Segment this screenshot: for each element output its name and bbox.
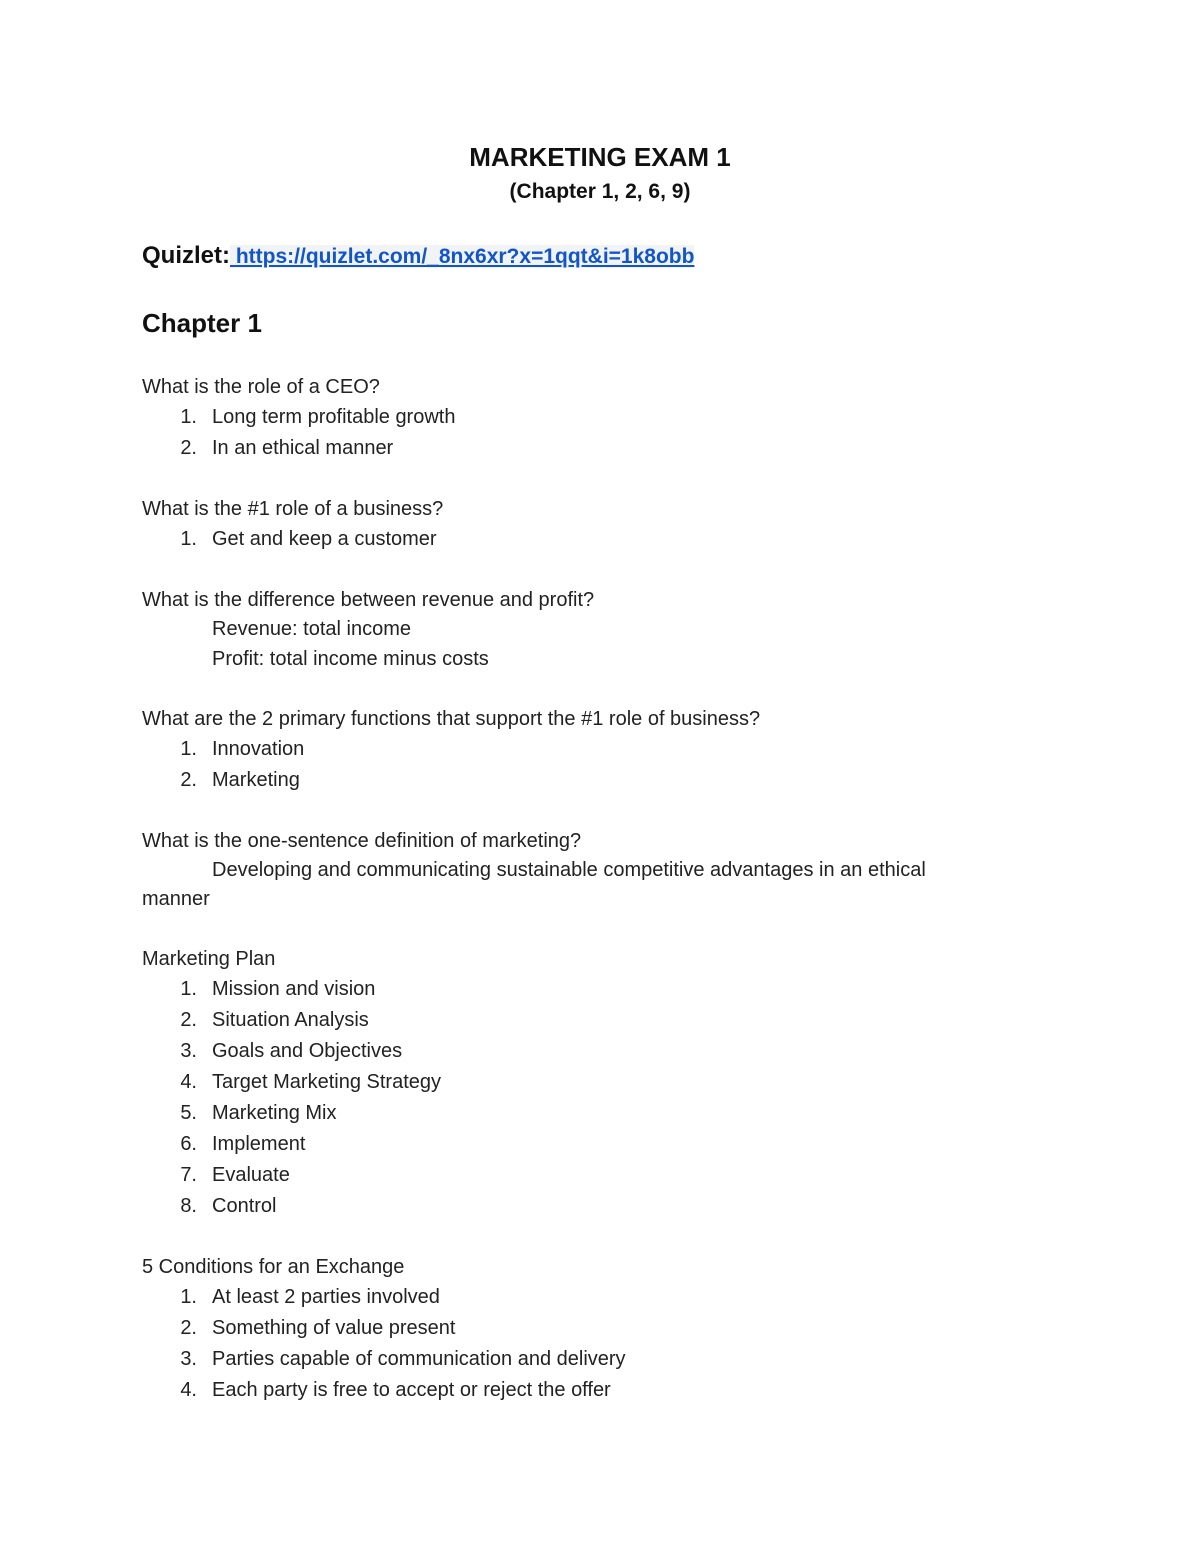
list-text: Long term profitable growth (212, 406, 456, 428)
list-number: 3. (180, 1348, 197, 1370)
exchange-conditions-heading: 5 Conditions for an Exchange (142, 1256, 405, 1278)
list-item (142, 402, 1042, 433)
list-number: 1. (180, 1286, 197, 1308)
list-text: Implement (212, 1133, 306, 1155)
list-number: 4. (180, 1379, 197, 1401)
question-primary-functions: What are the 2 primary functions that support the #1 role of business? (142, 708, 761, 730)
list-item (142, 1313, 1042, 1344)
list-text: Something of value present (212, 1317, 456, 1339)
list-number: 2. (180, 1009, 197, 1031)
question-ceo-role: What is the role of a CEO? (142, 376, 380, 398)
answer-line: Revenue: total income (212, 618, 412, 640)
list-item (142, 1375, 1042, 1406)
answer-line: Profit: total income minus costs (212, 647, 489, 670)
list-item (142, 1098, 1042, 1129)
list-number: 4. (180, 1071, 197, 1093)
list-number: 7. (180, 1164, 197, 1186)
question-marketing-definition: What is the one-sentence definition of marketing? (142, 830, 582, 852)
quizlet-link[interactable]: https://quizlet.com/_8nx6xr?x=1qqt&i=1k8obb (230, 245, 695, 268)
list-text: Marketing (212, 769, 300, 791)
list-item (142, 1344, 1042, 1375)
list-item (142, 974, 1042, 1005)
list-item (142, 1036, 1042, 1067)
question-revenue-profit: What is the difference between revenue and profit? (142, 589, 595, 611)
list-text: Each party is free to accept or reject the offer (212, 1379, 611, 1401)
list-text: Parties capable of communication and delivery (212, 1348, 626, 1370)
list-text: Goals and Objectives (212, 1040, 403, 1062)
list-text: Situation Analysis (212, 1009, 369, 1031)
list-number: 8. (180, 1195, 197, 1217)
list-text: Mission and vision (212, 978, 376, 1000)
list-item (142, 433, 1042, 464)
list-text: Evaluate (212, 1164, 290, 1186)
list-item (142, 1191, 1042, 1222)
chapter-content (142, 372, 1042, 1406)
list-text: Control (212, 1195, 277, 1217)
list-text: Marketing Mix (212, 1102, 337, 1124)
list-item (142, 1129, 1042, 1160)
chapter-heading: Chapter 1 (142, 308, 262, 338)
list-item (142, 524, 1042, 555)
list-item (142, 1005, 1042, 1036)
list-text: In an ethical manner (212, 437, 394, 459)
list-number: 1. (180, 978, 197, 1000)
list-number: 2. (180, 437, 197, 459)
list-number: 1. (180, 406, 197, 428)
document-title: MARKETING EXAM 1 (469, 142, 731, 172)
list-text: Innovation (212, 738, 305, 760)
list-text: Get and keep a customer (212, 528, 437, 550)
list-item (142, 1067, 1042, 1098)
quizlet-line (142, 242, 694, 270)
list-item (142, 734, 1042, 765)
list-number: 3. (180, 1040, 197, 1062)
question-business-role: What is the #1 role of a business? (142, 498, 444, 520)
document-subtitle: (Chapter 1, 2, 6, 9) (509, 180, 691, 203)
list-number: 2. (180, 1317, 197, 1339)
list-text: Target Marketing Strategy (212, 1071, 441, 1093)
list-item (142, 1160, 1042, 1191)
marketing-plan-heading: Marketing Plan (142, 948, 276, 970)
list-number: 6. (180, 1133, 197, 1155)
list-number: 2. (180, 769, 197, 791)
quizlet-label: Quizlet: (142, 242, 230, 269)
list-number: 5. (180, 1102, 197, 1124)
definition-answer: Developing and communicating sustainable competitive advantages in an ethical manner (142, 859, 926, 910)
list-number: 1. (180, 738, 197, 760)
list-text: At least 2 parties involved (212, 1286, 440, 1308)
list-item (142, 1282, 1042, 1313)
list-item (142, 765, 1042, 796)
list-number: 1. (180, 528, 197, 550)
